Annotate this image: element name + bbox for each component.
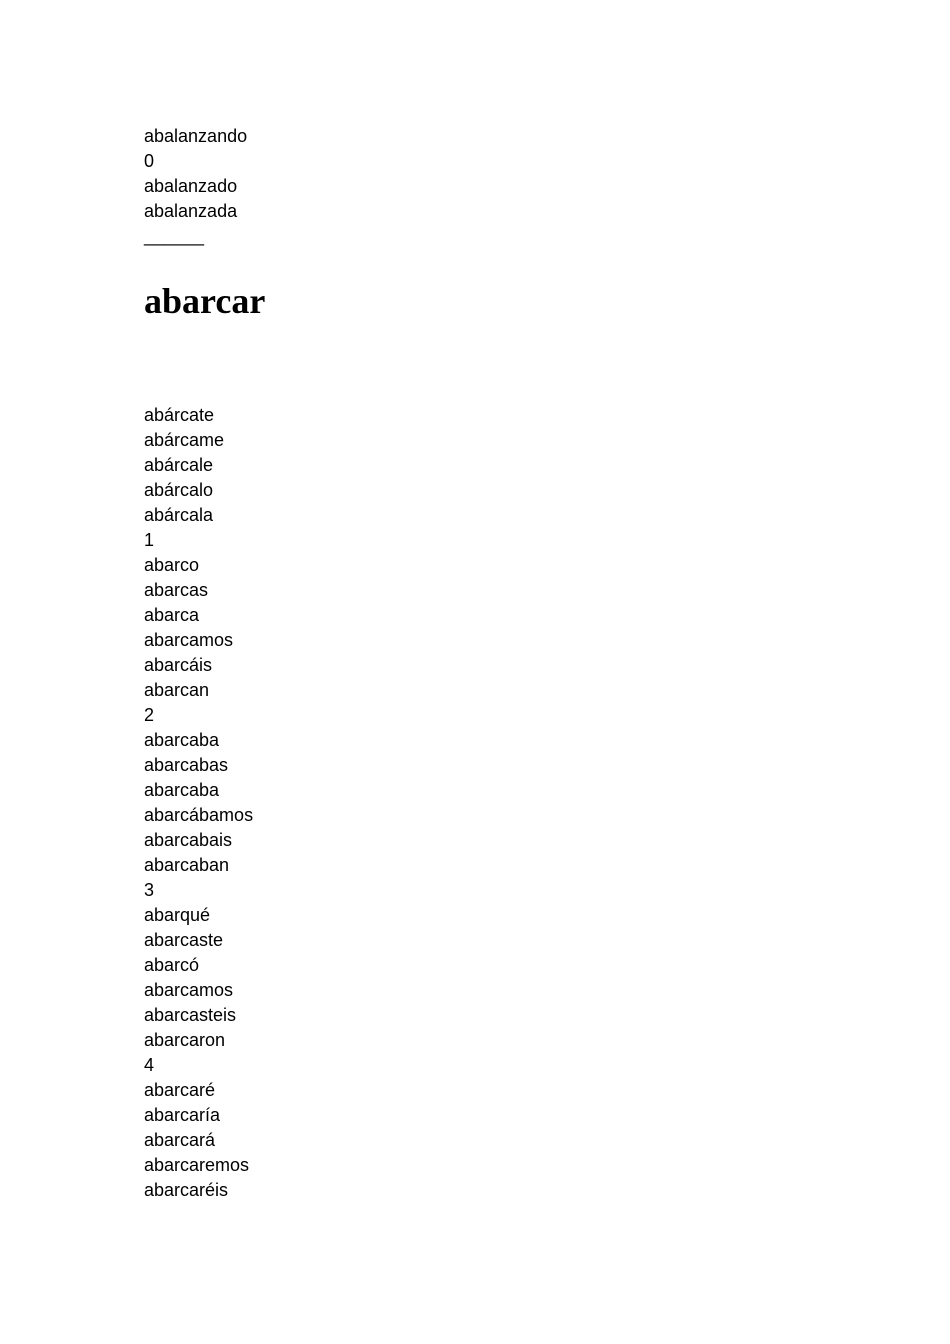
- text-line: abarcan: [144, 680, 210, 700]
- text-line: abalanzado: [144, 176, 238, 196]
- text-line: abarcaba: [144, 730, 220, 750]
- section-number: 4: [144, 1055, 155, 1075]
- separator-line: ______: [144, 226, 205, 246]
- text-line: abarcamos: [144, 630, 234, 650]
- text-line: abarcaría: [144, 1105, 221, 1125]
- text-line: 0: [144, 151, 155, 171]
- text-line: abarcabas: [144, 755, 229, 775]
- document-page: [144, 124, 844, 1203]
- text-line: abárcate: [144, 405, 215, 425]
- section-number: 2: [144, 705, 155, 725]
- text-line: abárcala: [144, 505, 214, 525]
- text-line: abarcas: [144, 580, 209, 600]
- text-line: abarco: [144, 555, 200, 575]
- text-line: abarcó: [144, 955, 200, 975]
- text-line: abarcaremos: [144, 1155, 250, 1175]
- text-line: abárcame: [144, 430, 225, 450]
- text-line: abarqué: [144, 905, 211, 925]
- text-line: abarcábamos: [144, 805, 254, 825]
- text-line: abarcaban: [144, 855, 230, 875]
- text-line: abarcamos: [144, 980, 234, 1000]
- text-line: abarcabais: [144, 830, 233, 850]
- text-line: abarcaron: [144, 1030, 226, 1050]
- text-line: abarcasteis: [144, 1005, 237, 1025]
- previous-entry-lines: [144, 124, 844, 224]
- text-line: abalanzando: [144, 126, 248, 146]
- text-line: abárcale: [144, 455, 214, 475]
- entry-heading: abarcar: [144, 281, 266, 321]
- text-line: abarcaré: [144, 1080, 216, 1100]
- text-line: abarcará: [144, 1130, 216, 1150]
- conjugation-list: [144, 403, 844, 1203]
- text-line: abarcaste: [144, 930, 224, 950]
- text-line: abarcaréis: [144, 1180, 229, 1200]
- heading-spacer: [144, 321, 844, 403]
- text-line: abarcáis: [144, 655, 213, 675]
- text-line: abalanzada: [144, 201, 238, 221]
- section-number: 3: [144, 880, 155, 900]
- text-line: abarcaba: [144, 780, 220, 800]
- text-line: abárcalo: [144, 480, 214, 500]
- section-number: 1: [144, 530, 155, 550]
- text-line: abarca: [144, 605, 200, 625]
